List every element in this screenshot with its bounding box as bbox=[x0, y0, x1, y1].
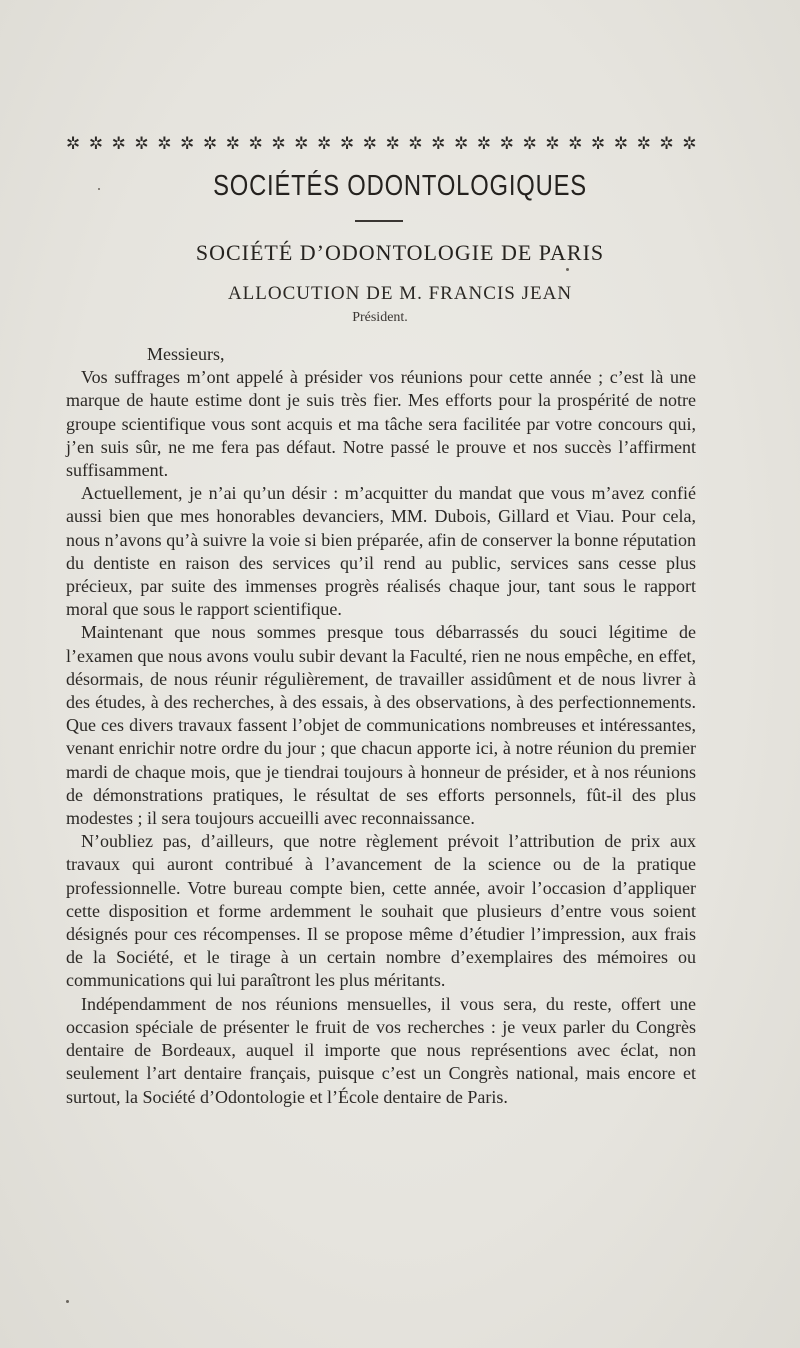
ornament-glyph: ✲ bbox=[476, 134, 491, 154]
ornament-glyph: ✲ bbox=[408, 134, 422, 154]
paragraph: Actuellement, je n’ai qu’un désir : m’acquitter du mandat que vous m’avez confié aussi bien que mes honorables devanciers, MM. Dubois, Gillard et Viau. Pour cela, nous n’avons qu’à suivre la voie si bien préparée, afin de conserver la bonne réputation du dentiste en raison des services qu’il rend au public, services sans cesse plus précieux, par suite des immenses progrès réalisés chaque jour, tant sous le rapport moral que sous le rapport scientifique. bbox=[66, 483, 696, 620]
speaker-role: Président. bbox=[352, 310, 408, 325]
paragraph: Vos suffrages m’ont appelé à présider vos réunions pour cette année ; c’est là une marque de haute estime dont je suis très fier. Mes efforts pour la prospérité de notre groupe scientifique vous sont acquis et ma tâche sera facilitée par votre concours qui, j’en suis sûr, ne me fera pas défaut. Notre passé le prouve et nos succès l’affirment suffisamment. bbox=[66, 367, 696, 481]
ornament-glyph: ✲ bbox=[66, 134, 80, 154]
ornament-glyph: ✲ bbox=[591, 134, 605, 154]
ornament-glyph: ✲ bbox=[682, 134, 696, 154]
ornament-glyph: ✲ bbox=[362, 134, 377, 154]
ornament-glyph: ✲ bbox=[568, 134, 582, 154]
allocution-title: ALLOCUTION DE M. FRANCIS JEAN bbox=[227, 283, 573, 304]
ornament-glyph: ✲ bbox=[522, 134, 536, 154]
print-speck bbox=[66, 1300, 69, 1303]
ornament-glyph: ✲ bbox=[545, 134, 559, 154]
print-speck bbox=[98, 188, 100, 190]
ornament-glyph: ✲ bbox=[134, 134, 148, 154]
paragraph: Indépendamment de nos réunions mensuelles, il vous sera, du reste, offert une occasion spéciale de présenter le fruit de vos recherches : je veux parler du Congrès dentaire de Bordeaux, auquel il importe que nous représentions avec éclat, non seulement l’art dentaire français, puisque c’est un Congrès national, mais encore et surtout, la Société d’Odontologie et l’École dentaire de Paris. bbox=[66, 993, 696, 1107]
article-body bbox=[66, 343, 696, 1109]
ornament-glyph: ✲ bbox=[339, 134, 354, 154]
ornament-glyph: ✲ bbox=[111, 134, 125, 154]
ornament-glyph: ✲ bbox=[157, 134, 171, 154]
ornament-glyph: ✲ bbox=[271, 134, 285, 154]
ornament-glyph: ✲ bbox=[202, 134, 217, 154]
ornament-glyph: ✲ bbox=[454, 134, 468, 154]
society-title: SOCIÉTÉ D’ODONTOLOGIE DE PARIS bbox=[195, 240, 605, 265]
ornament-glyph: ✲ bbox=[659, 134, 673, 154]
ornamental-border bbox=[66, 133, 696, 155]
ornament-glyph: ✲ bbox=[431, 134, 445, 154]
greeting: Messieurs, bbox=[147, 344, 225, 364]
paragraph: N’oubliez pas, d’ailleurs, que notre règlement prévoit l’attribution de prix aux travaux qui auront contribué à l’avancement de la science ou de la pratique professionnelle. Votre bureau compte bien, cette année, avoir l’occasion d’appliquer cette disposition et forme ardemment le souhait que plusieurs d’entre vous soient désignés pour ces récompenses. Il se propose même d’étudier l’impression, aux frais de la Société, et le tirage à un certain nombre d’exemplaires des mémoires ou communications qui lui paraîtront les plus méritants. bbox=[66, 831, 696, 991]
ornament-glyph: ✲ bbox=[88, 134, 103, 154]
ornament-glyph: ✲ bbox=[385, 134, 399, 154]
paragraph: Maintenant que nous sommes presque tous débarrassés du souci légitime de l’examen que nous avons voulu subir devant la Faculté, rien ne nous empêche, en effet, désormais, de nous réunir régulièrement, de travailler assidûment et de nous livrer à des études, à des recherches, à des essais, à des observations, à des perfectionnements. Que ces divers travaux fassent l’objet de communications nombreuses et intéressantes, venant enrichir notre ordre du jour ; que chacun apporte ici, à notre réunion du premier mardi de chaque mois, que je tiendrai toujours à honneur de présider, et à nos réunions de démonstrations pratiques, le résultat de ses efforts personnels, fût-il des plus modestes ; il sera toujours accueilli avec reconnaissance. bbox=[66, 622, 696, 829]
ornament-glyph: ✲ bbox=[317, 134, 331, 154]
ornament-glyph: ✲ bbox=[499, 134, 513, 154]
print-speck bbox=[566, 268, 569, 271]
ornament-glyph: ✲ bbox=[636, 134, 650, 154]
ornament-glyph: ✲ bbox=[248, 134, 262, 154]
ornament-glyph: ✲ bbox=[225, 134, 240, 154]
ornament-glyph: ✲ bbox=[613, 134, 628, 154]
ornament-glyph: ✲ bbox=[294, 134, 308, 154]
section-title: SOCIÉTÉS ODONTOLOGIQUES bbox=[213, 170, 587, 202]
title-divider bbox=[355, 220, 403, 222]
ornament-glyph: ✲ bbox=[180, 134, 194, 154]
